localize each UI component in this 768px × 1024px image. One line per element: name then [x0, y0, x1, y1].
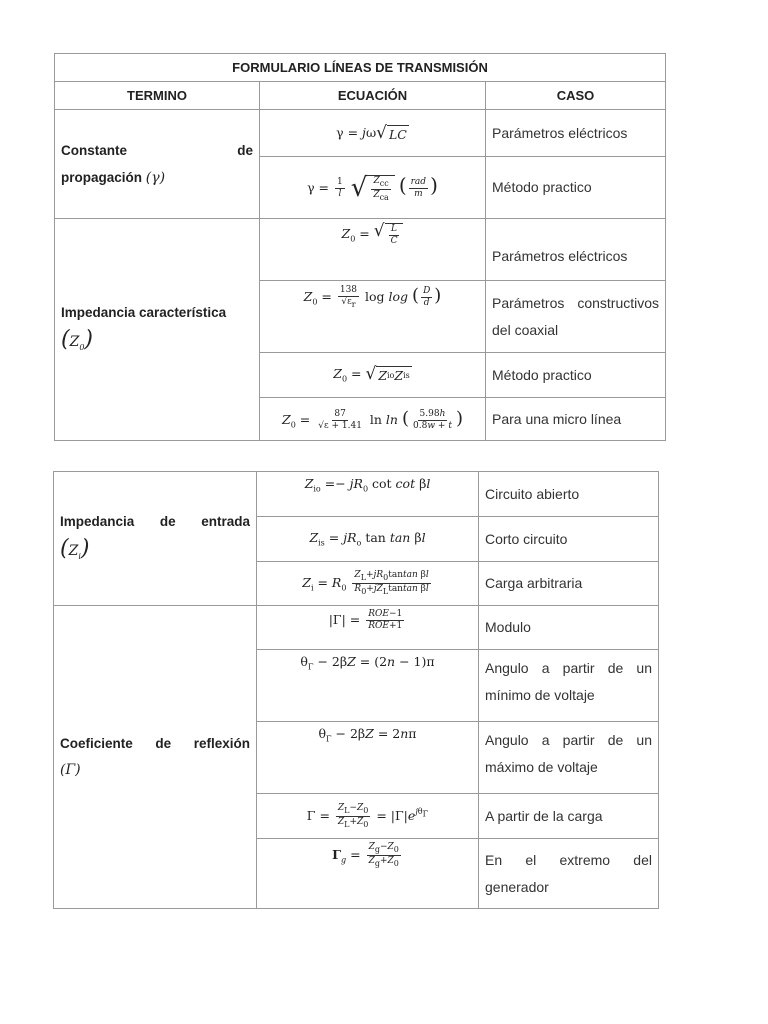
term-word: Coeficiente — [60, 736, 133, 751]
equation-zi: $Z_i = R_0$ $\frac{Z_L+jR_0tantan \beta l}{R_0+jZ_Ltantan \beta l}$ — [257, 562, 479, 606]
case-micro-linea: Para una micro línea — [486, 398, 666, 441]
term-word: Impedancia — [60, 513, 135, 529]
case-metodo-practico: Método practico — [486, 157, 666, 219]
equation-gamma-gen: $\Gamma_g$ = $\frac{Z_g-Z_0}{Z_g+Z_0}$ — [257, 839, 479, 909]
header-caso: CASO — [486, 82, 666, 110]
case-metodo-practico: Método practico — [486, 353, 666, 398]
term-word: de — [155, 736, 172, 751]
term-word: entrada — [201, 513, 250, 529]
case-extremo-generador: En el extremo del generador — [479, 839, 659, 909]
table-title: FORMULARIO LÍNEAS DE TRANSMISIÓN — [55, 54, 666, 82]
header-termino: TERMINO — [55, 82, 260, 110]
case-carga-arbitraria: Carga arbitraria — [479, 562, 659, 606]
equation-z0-lc: $Z_0$ = √ $\frac{L}{C}$ — [260, 219, 486, 281]
term-symbol: $(Z_0)$ — [61, 326, 94, 352]
equation-z0-practico: $Z_0$ = √ Z io Z is — [260, 353, 486, 398]
formulario-table-2 — [53, 471, 659, 909]
case-modulo: Modulo — [479, 606, 659, 650]
term-symbol: (Γ) — [60, 762, 81, 778]
equation-mod-gamma: |Γ| = $\frac{\text{ROE−1}}{\text{ROE+1}}$ — [257, 606, 479, 650]
term-coeficiente-reflexion — [54, 606, 257, 909]
term-word: propagación — [61, 169, 143, 185]
equation-zio: $Z_{io} =- jR_0$ cot cot βl — [257, 472, 479, 517]
equation-z0-micro: $Z_0$ = $\frac{87}{√\varepsilon + 1.41}$ ln ln ( $\frac{5.98h}{0.8w + t}$ ) — [260, 398, 486, 441]
term-word: Constante — [61, 142, 128, 158]
term-word: de — [237, 142, 253, 158]
case-parametros-electricos: Parámetros eléctricos — [486, 110, 666, 157]
case-parametros-electricos: Parámetros eléctricos — [486, 219, 666, 281]
case-parametros-constructivos: Parámetros constructivos del coaxial — [486, 281, 666, 353]
term-symbol: $(Z_i)$ — [60, 535, 90, 561]
term-constante-propagacion — [55, 110, 260, 219]
term-word: reflexión — [193, 736, 250, 751]
header-ecuacion: ECUACIÓN — [260, 82, 486, 110]
equation-theta-min: $\theta_\Gamma - 2\beta Z = (2n - 1)\pi$ — [257, 650, 479, 722]
term-word: Impedancia característica — [61, 304, 227, 320]
equation-gamma-carga: Γ = $\frac{Z_L-Z_0}{Z_L+Z_0}$ = $|\Gamma|e^{j\theta_\Gamma}$ — [257, 794, 479, 839]
case-circuito-abierto: Circuito abierto — [479, 472, 659, 517]
term-word: de — [159, 513, 176, 529]
equation-gamma-practico: γ = $\frac{1}{l}$ √ $\frac{Z_{cc}}{Z_{ca}}$ ( $\frac{\text{rad}}{m}$ ) — [260, 157, 486, 219]
equation-theta-max: $\theta_\Gamma - 2\beta Z = 2n\pi$ — [257, 722, 479, 794]
term-impedancia-caracteristica — [55, 219, 260, 441]
formulario-table-1 — [54, 53, 666, 441]
equation-zis: $Z_{is} = jR_o$ tan tan βl — [257, 517, 479, 562]
equation-gamma-lc: γ = jω √ LC — [260, 110, 486, 157]
term-impedancia-entrada — [54, 472, 257, 606]
case-corto-circuito: Corto circuito — [479, 517, 659, 562]
case-angulo-maximo: Angulo a partir de un máximo de voltaje — [479, 722, 659, 794]
case-angulo-minimo: Angulo a partir de un mínimo de voltaje — [479, 650, 659, 722]
equation-z0-coax: $Z_0$ = $\frac{138}{√\varepsilon_r}$ log log ( $\frac{D}{d}$ ) — [260, 281, 486, 353]
case-a-partir-carga: A partir de la carga — [479, 794, 659, 839]
term-symbol: (γ) — [145, 169, 166, 186]
